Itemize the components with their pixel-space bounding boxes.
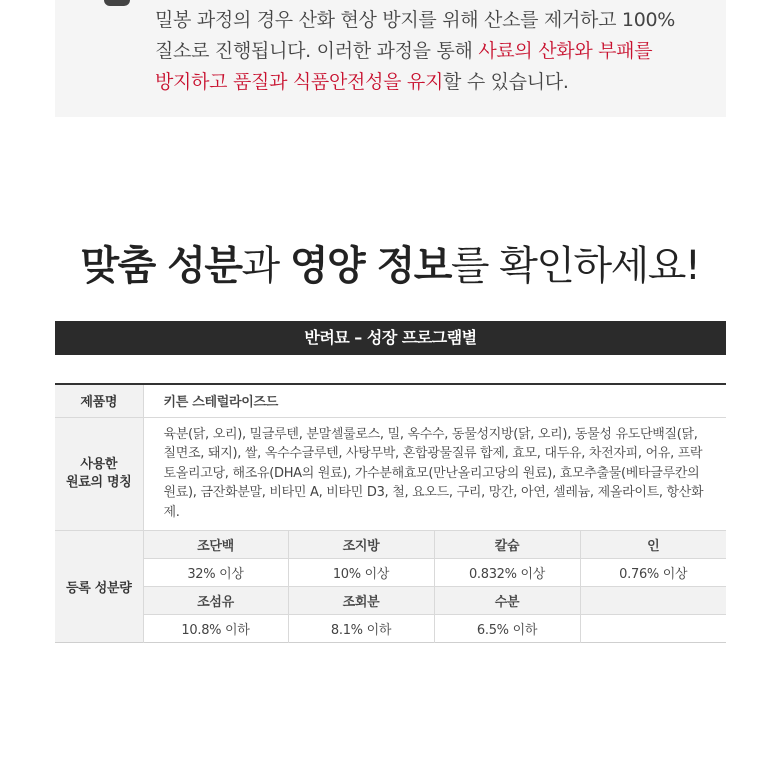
intro-line-1: 밀봉 과정의 경우 산화 현상 방지를 위해 산소를 제거하고 100% [155,9,676,31]
nutrient-head-fiber: 조섬유 [143,586,288,614]
section-title-part2: 과 [241,243,290,289]
nutrient-value-empty [580,614,726,642]
nutrient-value-fat: 10% 이상 [288,558,434,586]
intro-text [155,5,715,98]
nutrient-head-protein: 조단백 [143,530,288,558]
spec-table [55,383,726,643]
nutrient-value-ash: 8.1% 이하 [288,614,434,642]
row-nutrition-values-2 [55,614,726,642]
row-nutrition-heads-1 [55,530,726,558]
nutrient-head-phosphorus: 인 [580,530,726,558]
intro-line-3-highlight: 방지하고 품질과 식품안전성을 유지 [155,71,444,93]
ingredients-label-line1: 사용한 [80,456,118,472]
row-nutrition-heads-2 [55,586,726,614]
nutrient-value-calcium: 0.832% 이상 [434,558,580,586]
section-title-part3: 영양 정보 [289,243,451,289]
bullet-icon [104,0,130,6]
product-value: 키튼 스테럴라이즈드 [143,384,726,417]
nutrient-value-fiber: 10.8% 이하 [143,614,288,642]
nutrient-value-protein: 32% 이상 [143,558,288,586]
ingredients-label [55,417,143,530]
intro-line-3 [155,67,715,98]
nutrient-head-moisture: 수분 [434,586,580,614]
table-header-bar: 반려묘 – 성장 프로그램별 [55,321,726,355]
intro-line-3-plain: 할 수 있습니다. [443,71,569,93]
section-title [0,238,780,294]
nutrition-label: 등록 성분량 [55,530,143,642]
intro-line-2 [155,36,715,67]
section-title-part1: 맞춤 성분 [80,243,242,289]
nutrient-head-fat: 조지방 [288,530,434,558]
nutrient-value-phosphorus: 0.76% 이상 [580,558,726,586]
nutrient-head-calcium: 칼슘 [434,530,580,558]
row-nutrition-values-1 [55,558,726,586]
product-label: 제품명 [55,384,143,417]
ingredients-value: 육분(닭, 오리), 밀글루텐, 분말셀룰로스, 밀, 옥수수, 동물성지방(닭, 오리), 동물성 유도단백질(닭, 칠면조, 돼지), 쌀, 옥수수글루텐, 사탕무박, 혼합광물질류 합제, 효모, 대두유, 차전자피, 어유, 프락토올리고당, 해조유(DHA의 원료), 가수분해효모(만난올리고당의 원료), 효모추출물(베타글루칸의 원료), 금잔화분말, 비타민 A, 비타민 D3, 철, 요오드, 구리, 망간, 아연, 셀레늄, 제올라이트, 항산화제. [143,417,726,530]
intro-line-2-highlight: 사료의 산화와 부패를 [478,40,653,62]
intro-line-2-plain: 질소로 진행됩니다. 이러한 과정을 통해 [155,40,479,62]
nutrient-head-ash: 조회분 [288,586,434,614]
row-product [55,384,726,417]
section-title-part4: 를 확인하세요! [450,243,700,289]
nutrient-value-moisture: 6.5% 이하 [434,614,580,642]
row-ingredients [55,417,726,530]
nutrient-head-empty [580,586,726,614]
ingredients-label-line2: 원료의 명칭 [65,474,132,490]
